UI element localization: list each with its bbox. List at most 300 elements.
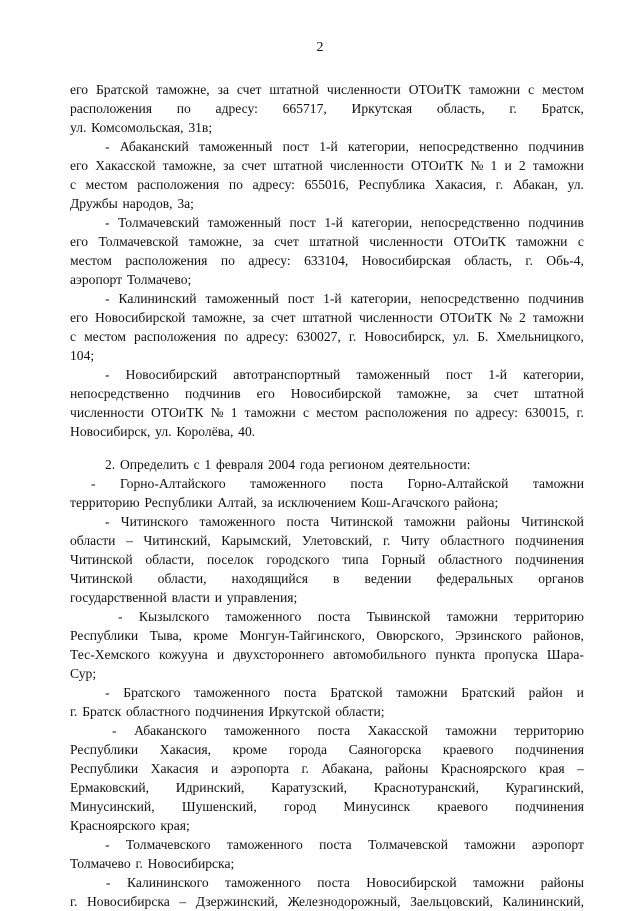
text-line (105, 365, 584, 384)
word: счет (236, 82, 262, 97)
word: ул. (567, 177, 584, 192)
word: г. (70, 704, 78, 719)
word: его (256, 386, 275, 401)
word: Кызылского (138, 609, 210, 624)
text-line (70, 232, 584, 251)
word: Новосибирск, (70, 424, 151, 439)
word: - (105, 514, 110, 529)
word: Новосибирской (95, 310, 186, 325)
text-line (105, 683, 584, 702)
word: Братский (461, 685, 515, 700)
word: Кош-Агачского (360, 495, 450, 510)
word: Дружбы (70, 196, 118, 211)
word: Новосибирской (290, 386, 382, 401)
word: ОТОиТК (453, 234, 506, 249)
word: таможенного (225, 609, 302, 624)
word: Горно-Алтайской (407, 476, 509, 491)
word: Дзержинский, (195, 894, 279, 909)
word: местом (84, 329, 126, 344)
word: г. (70, 894, 78, 909)
word: регионом (329, 457, 385, 472)
word: подчинения (515, 533, 584, 548)
word: г. (576, 405, 584, 420)
word: таможенный (198, 139, 273, 154)
text-line (105, 289, 584, 308)
word: категории, (348, 139, 409, 154)
word: власти (171, 590, 210, 605)
word: 3а; (177, 196, 194, 211)
word: № (470, 158, 484, 173)
word: поста (317, 609, 351, 624)
word: города (288, 742, 327, 757)
word: Читинской (521, 514, 584, 529)
word: в (333, 571, 340, 586)
word: подчинения (515, 799, 584, 814)
text-line (70, 270, 584, 289)
word: Хакасской (95, 158, 156, 173)
word: кроме (193, 628, 228, 643)
word: областного (438, 552, 503, 567)
word: поста (317, 723, 351, 738)
word: поста (319, 837, 352, 852)
word: 2004 (267, 457, 296, 472)
word: районы (466, 514, 511, 529)
word: Красноярского (440, 761, 527, 776)
word: г. (301, 761, 309, 776)
word: Эрзинского (455, 628, 522, 643)
text-line (70, 892, 584, 911)
word: - (91, 476, 96, 491)
word: категории, (350, 291, 412, 306)
word: городского (266, 552, 330, 567)
word: Толмачевской (98, 234, 179, 249)
word: подчинив (185, 386, 241, 401)
word: численности (329, 158, 404, 173)
word: - (105, 139, 110, 154)
text-line (70, 645, 584, 664)
word: местом (70, 253, 112, 268)
word: с (528, 82, 535, 97)
word: Ермаковский, (70, 780, 150, 795)
word: Железнодорожный, (287, 894, 401, 909)
word: с (70, 177, 77, 192)
word: ул. (70, 120, 87, 135)
text-line (112, 721, 584, 740)
word: 630015, (525, 405, 570, 420)
word: 633104, (304, 253, 349, 268)
word: территорию (514, 723, 584, 738)
word: Комсомольская, (91, 120, 184, 135)
word: Республики (144, 495, 213, 510)
text-line (105, 137, 584, 156)
word: таможенного (224, 723, 301, 738)
word: Б. (477, 329, 489, 344)
word: за (261, 495, 273, 510)
text-line (105, 835, 584, 854)
text-line (118, 607, 584, 626)
text-line (70, 797, 584, 816)
word: Каратузский, (271, 780, 348, 795)
word: двухстороннего (233, 647, 325, 662)
word: - (118, 609, 123, 624)
word: таможни (532, 310, 584, 325)
word: Саяногорска (348, 742, 422, 757)
word: и (210, 761, 219, 776)
word: области, (157, 571, 207, 586)
word: области; (335, 704, 385, 719)
word: подчинив (528, 215, 584, 230)
word: расположения (134, 329, 217, 344)
word: февраля (215, 457, 264, 472)
word: - (112, 723, 117, 738)
word: Новосибирск, (364, 329, 445, 344)
word: края (538, 761, 565, 776)
word: его (70, 310, 89, 325)
word: Читинской (330, 514, 394, 529)
word: Хакасия, (159, 742, 212, 757)
text-line (105, 512, 584, 531)
word: таможне, (397, 386, 451, 401)
word: г. (495, 177, 504, 192)
word: 2. (105, 457, 116, 472)
word: по (220, 253, 235, 268)
word: непосредственно (420, 291, 520, 306)
word: адресу: (246, 329, 289, 344)
word: ул. (452, 329, 470, 344)
word: адресу: (215, 101, 258, 116)
word: 31в; (188, 120, 213, 135)
word: Республики (70, 761, 139, 776)
word: - (105, 685, 110, 700)
word: - (105, 367, 110, 382)
word: Читинской (70, 571, 133, 586)
word: 2 (519, 310, 526, 325)
word: федеральных (436, 571, 514, 586)
word: Заельцовский, (410, 894, 493, 909)
word: Королёва, (176, 424, 234, 439)
word: поста (283, 685, 317, 700)
word: Шара- (546, 647, 584, 662)
word: государственной (70, 590, 167, 605)
text-line (91, 474, 584, 493)
word: счет (270, 310, 296, 325)
word: Монгун-Тайгинского, (239, 628, 365, 643)
word: адресу: (252, 177, 295, 192)
text-line (70, 194, 584, 213)
word: категории, (351, 215, 413, 230)
text-line (105, 213, 584, 232)
text-line (70, 99, 584, 118)
word: области, (145, 552, 195, 567)
word: Идринский, (175, 780, 245, 795)
word: Читинской (70, 552, 133, 567)
word: поста (350, 476, 384, 491)
word: его (70, 158, 89, 173)
word: кроме (232, 742, 268, 757)
word: области (70, 533, 116, 548)
word: г. (135, 856, 143, 871)
text-line (70, 118, 584, 137)
word: – (126, 533, 133, 548)
text-line (70, 816, 584, 835)
word: Горный (381, 552, 426, 567)
word: года (299, 457, 325, 472)
word: таможенного (199, 514, 276, 529)
word: – (179, 894, 187, 909)
word: автотранспортный (233, 367, 341, 382)
word: Калининского (126, 875, 209, 890)
word: ОТОиТК (439, 310, 493, 325)
text-line (105, 455, 584, 474)
word: ул. (155, 424, 172, 439)
word: Овюрского, (376, 628, 444, 643)
word: штатной (309, 234, 359, 249)
word: местом (316, 405, 359, 420)
word: Иркутская (351, 101, 413, 116)
word: непосредственно (70, 386, 170, 401)
word: расположения (137, 177, 220, 192)
word: таможенного (225, 875, 301, 890)
word: пост (287, 291, 315, 306)
word: 1-й (323, 291, 342, 306)
word: численности (358, 310, 433, 325)
word: за (466, 386, 478, 401)
word: таможни (473, 875, 525, 890)
word: Алтай, (217, 495, 257, 510)
word: № (210, 405, 224, 420)
word: с (577, 234, 584, 249)
text-line (70, 80, 584, 99)
word: Читинский, (143, 533, 211, 548)
word: 104; (70, 348, 95, 363)
text-line (70, 550, 584, 569)
word: исключением (277, 495, 357, 510)
word: ведении (364, 571, 412, 586)
word: по (176, 101, 191, 116)
word: 630027, (296, 329, 341, 344)
word: ОТОиТК (410, 158, 464, 173)
word: штатной (273, 158, 323, 173)
word: 665717, (282, 101, 327, 116)
text-line (70, 308, 584, 327)
word: Братской (330, 685, 383, 700)
word: 1 (490, 158, 498, 173)
word: областного (440, 533, 505, 548)
word: пост (282, 139, 309, 154)
word: с (70, 329, 77, 344)
word: Улетовский, (301, 533, 373, 548)
word: - (105, 837, 110, 852)
word: подчинив (528, 139, 584, 154)
word: Абакан, (512, 177, 558, 192)
word: таможенного (194, 685, 271, 700)
word: аэропорт (531, 837, 584, 852)
word: поста (286, 514, 320, 529)
word: таможне, (156, 82, 210, 97)
word: таможни (244, 405, 296, 420)
word: расположения (365, 405, 448, 420)
word: кожууна (159, 647, 208, 662)
word: по (454, 405, 469, 420)
word: Красноярского (70, 818, 156, 833)
word: народов, (122, 196, 173, 211)
word: территорию (514, 609, 584, 624)
word: штатной (269, 82, 319, 97)
word: Республики (70, 742, 139, 757)
text-line (70, 493, 584, 512)
word: г. (382, 533, 391, 548)
word: счет (493, 386, 519, 401)
word: адресу: (248, 253, 291, 268)
word: краевого (442, 742, 494, 757)
word: пост (445, 367, 473, 382)
word: поста (317, 875, 350, 890)
word: Толмачевской (368, 837, 448, 852)
word: - (105, 215, 110, 230)
word: № (499, 310, 513, 325)
text-line (70, 588, 584, 607)
word: по (224, 329, 239, 344)
word: категории, (523, 367, 584, 382)
text-line (70, 403, 584, 422)
word: Читинского (120, 514, 189, 529)
word: Горно-Алтайского (120, 476, 226, 491)
word: пропуска (484, 647, 538, 662)
word: ОТОиТК (151, 405, 204, 420)
word: Хакасия, (434, 177, 487, 192)
word: Минусинский, (70, 799, 155, 814)
word: районы (540, 875, 584, 890)
word: Хмельницкого, (496, 329, 584, 344)
word: аэропорта (230, 761, 290, 776)
word: область, (436, 101, 485, 116)
word: Минусинск (343, 799, 411, 814)
word: штатной (534, 386, 584, 401)
word: подчинения (195, 704, 264, 719)
word: Сур; (70, 666, 97, 681)
word: таможенного (226, 837, 303, 852)
word: Абакана, (321, 761, 373, 776)
word: подчинения (515, 742, 584, 757)
word: и (216, 647, 225, 662)
word: краевого (437, 799, 488, 814)
word: таможни (404, 514, 456, 529)
word: район (528, 685, 563, 700)
text-line (70, 422, 584, 441)
word: таможенный (205, 291, 279, 306)
word: Иркутской (268, 704, 331, 719)
text-line (70, 251, 584, 270)
word: Братской (96, 82, 149, 97)
page-number: 2 (316, 40, 324, 55)
word: - (106, 875, 111, 890)
word: его (70, 234, 89, 249)
word: таможни (532, 476, 584, 491)
text-line (70, 626, 584, 645)
word: местом (542, 82, 584, 97)
text-line (70, 531, 584, 550)
word: Новосибирской (366, 875, 457, 890)
text-line (70, 156, 584, 175)
text-line (70, 346, 584, 365)
word: по (228, 177, 243, 192)
word: районы (385, 761, 429, 776)
word: местом (85, 177, 128, 192)
word: Тыва, (149, 628, 183, 643)
word: Толмачево (70, 856, 131, 871)
word: за (217, 82, 229, 97)
word: 40. (238, 424, 256, 439)
word: и (504, 158, 512, 173)
word: Абаканский (119, 139, 189, 154)
word: расположения (70, 101, 153, 116)
text-line (70, 175, 584, 194)
word: 1-й (488, 367, 508, 382)
word: Калининский (118, 291, 197, 306)
word: область, (464, 253, 512, 268)
word: численности (326, 82, 401, 97)
word: г. (525, 253, 533, 268)
word: 1-й (324, 215, 343, 230)
word: Толмачевский (118, 215, 200, 230)
word: таможне, (188, 234, 243, 249)
word: Абаканского (134, 723, 207, 738)
word: численности (369, 234, 444, 249)
word: с (302, 405, 309, 420)
word: управления; (226, 590, 298, 605)
word: поселок (206, 552, 254, 567)
text-line (106, 873, 584, 892)
word: Тывинской (366, 609, 431, 624)
text-line (70, 778, 584, 797)
word: Новосибирска (86, 894, 170, 909)
word: с (193, 457, 200, 472)
word: таможни (516, 234, 568, 249)
word: таможенный (356, 367, 430, 382)
word: Шушенский, (181, 799, 257, 814)
word: счет (241, 158, 267, 173)
word: Братского (123, 685, 181, 700)
word: таможни (396, 685, 448, 700)
word: счет (274, 234, 299, 249)
word: расположения (125, 253, 208, 268)
text-line (70, 664, 584, 683)
word: – (577, 761, 584, 776)
text-line (70, 569, 584, 588)
word: деятельности: (388, 457, 471, 472)
word: таможни (469, 82, 521, 97)
word: 2 (518, 158, 526, 173)
word: подчинения (515, 552, 584, 567)
word: Республики (70, 628, 139, 643)
word: Новосибирская (361, 253, 451, 268)
word: пункта (435, 647, 476, 662)
text-line (70, 327, 584, 346)
word: пост (289, 215, 316, 230)
word: подчинив (528, 291, 584, 306)
word: Толмачевского (125, 837, 211, 852)
word: 1 (204, 457, 212, 472)
word: Калининский, (502, 894, 584, 909)
text-line (70, 854, 584, 873)
text-line (70, 702, 584, 721)
word: и (576, 685, 584, 700)
word: Братск (82, 704, 122, 719)
word: Тес-Хемского (70, 647, 150, 662)
word: Новосибирска; (147, 856, 235, 871)
word: его (70, 82, 89, 97)
word: находящийся (231, 571, 308, 586)
